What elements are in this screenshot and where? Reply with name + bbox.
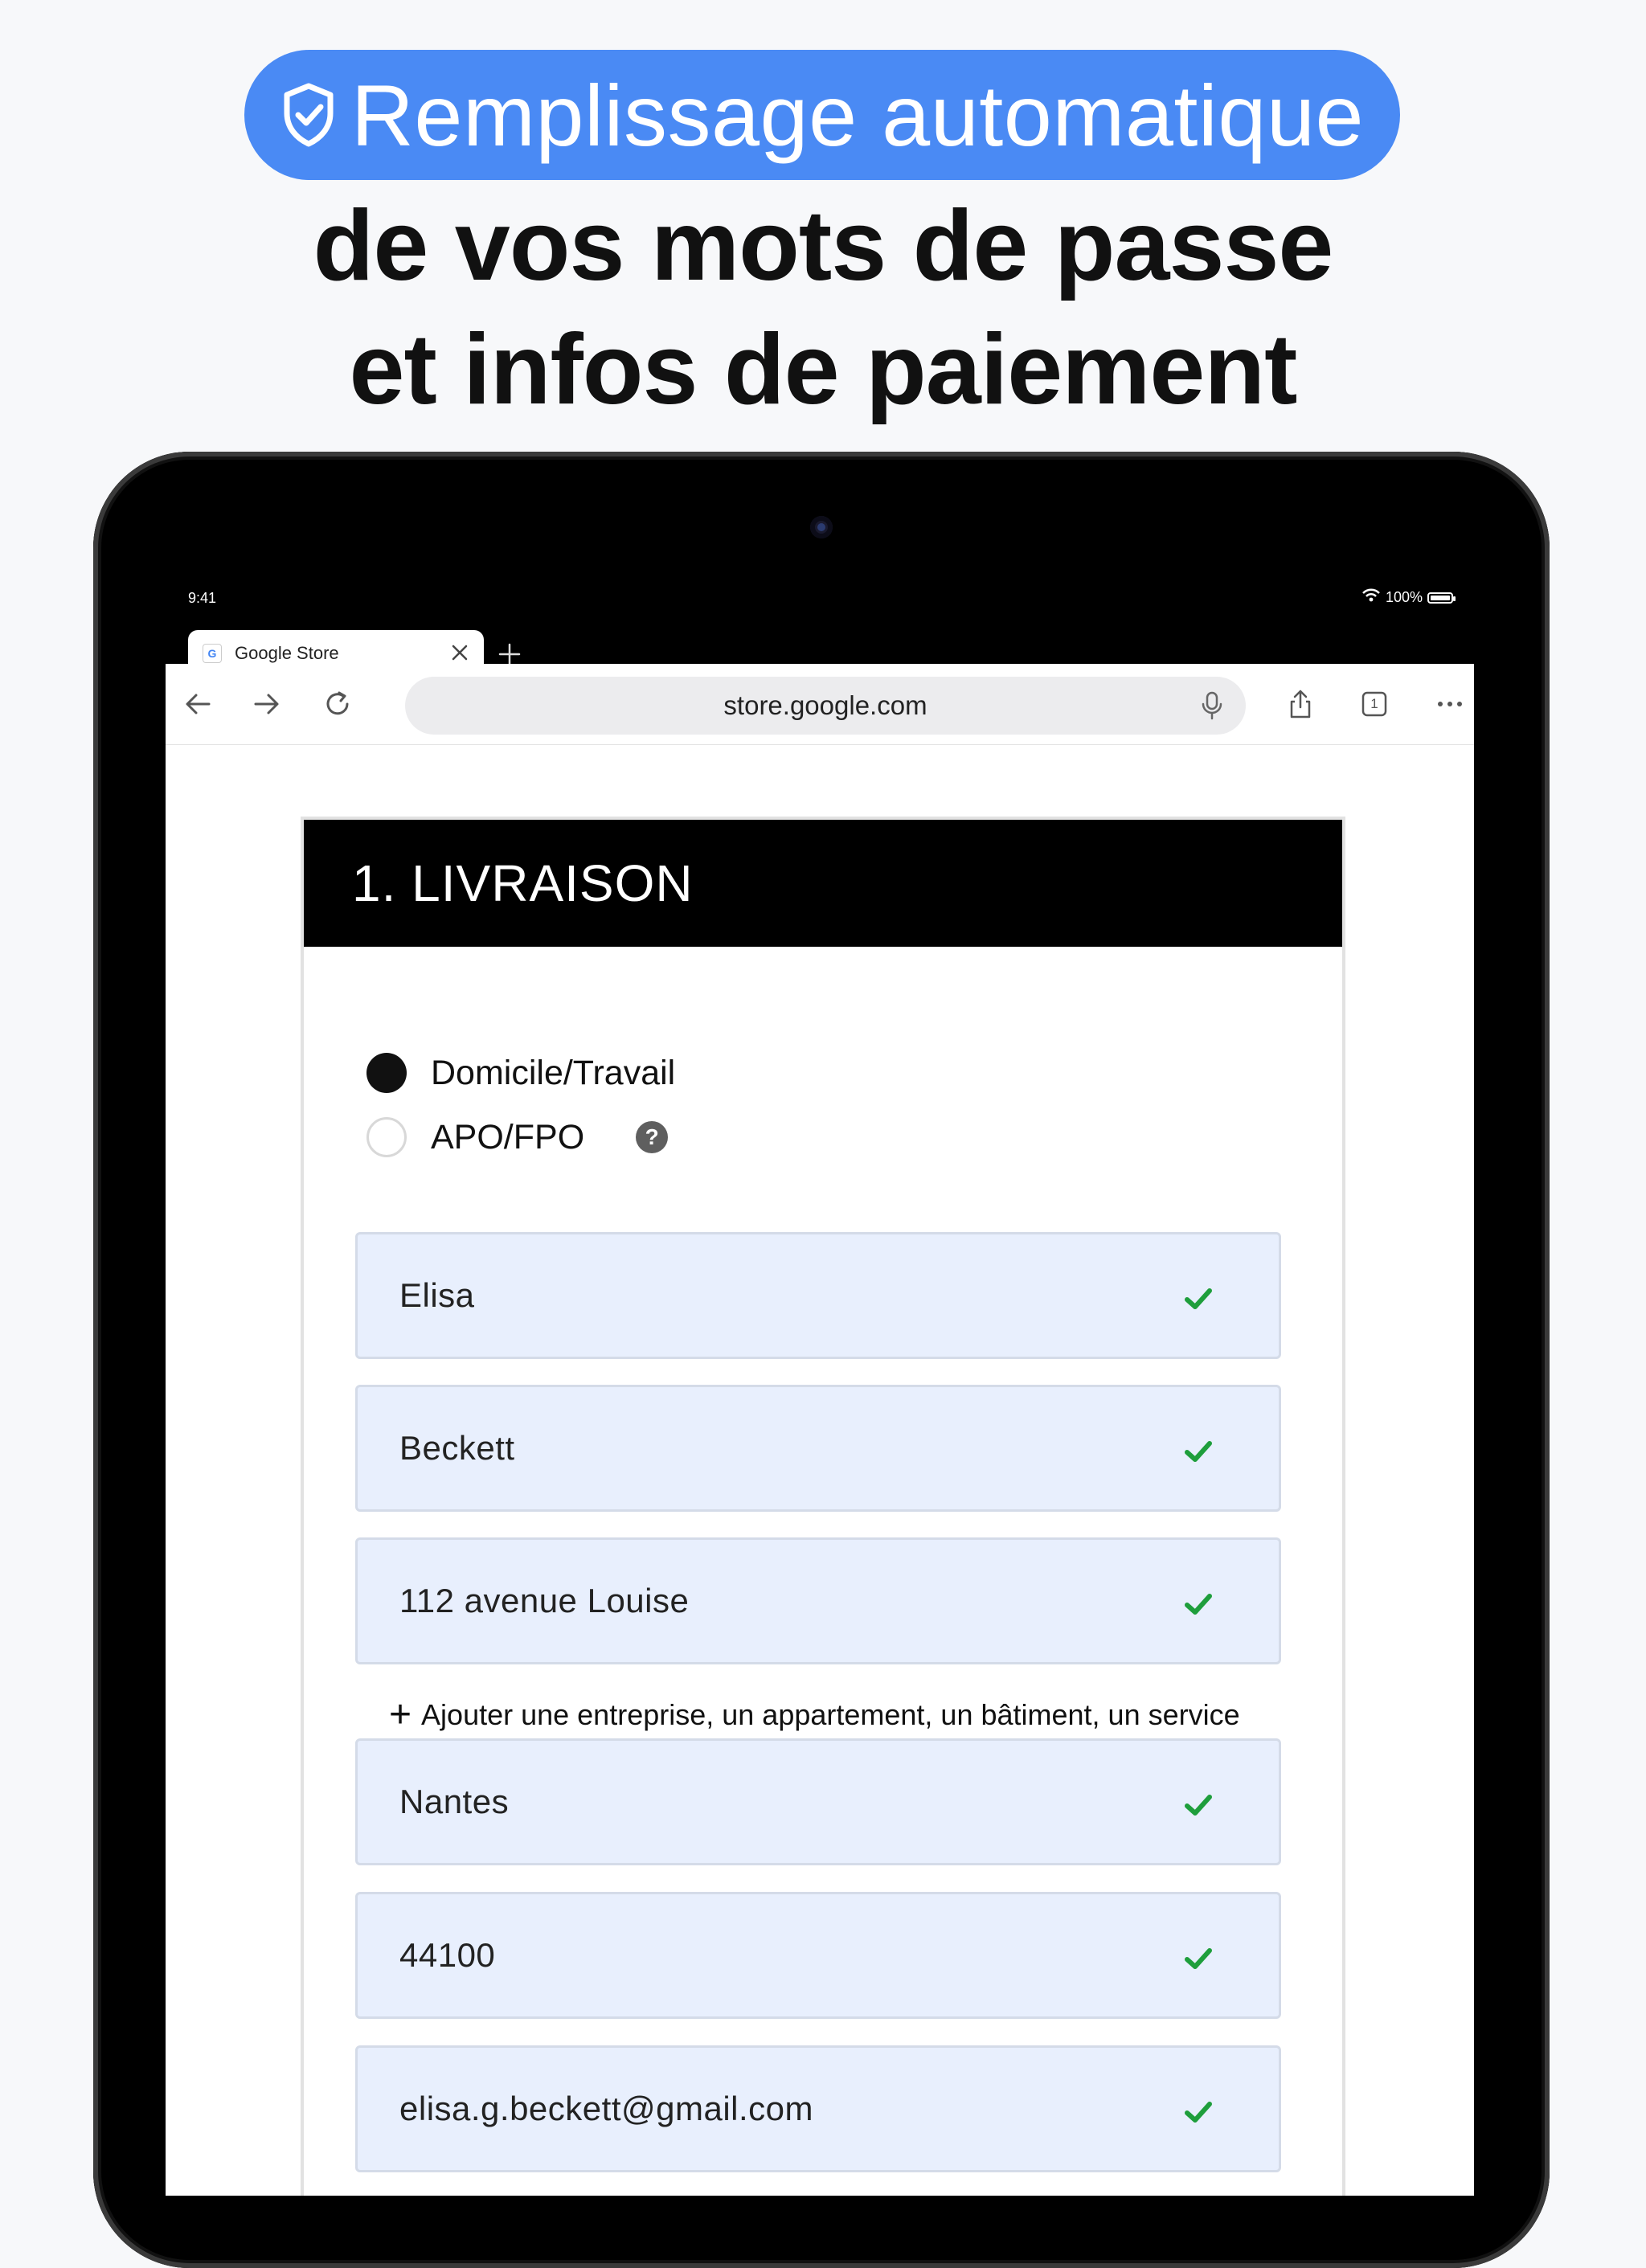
tab-title: Google Store xyxy=(235,643,339,663)
tab-count: 1 xyxy=(1370,696,1378,711)
last-name-field[interactable] xyxy=(355,1385,1281,1512)
radio-label: APO/FPO xyxy=(431,1117,585,1157)
field-value: Elisa xyxy=(399,1276,475,1314)
headline-line-1: de vos mots de passe xyxy=(313,190,1333,301)
battery-percent: 100% xyxy=(1385,589,1423,605)
status-bar xyxy=(166,577,1474,617)
status-time: 9:41 xyxy=(188,590,217,606)
first-name-field[interactable] xyxy=(355,1232,1281,1359)
close-tab-icon[interactable] xyxy=(448,641,471,664)
more-menu-icon[interactable] xyxy=(1432,686,1468,722)
postal-code-field[interactable] xyxy=(355,1892,1281,2019)
shipping-form xyxy=(301,817,1345,2196)
checkmark-icon xyxy=(1182,1588,1214,1620)
google-favicon-icon: G xyxy=(203,644,222,663)
add-address-line-link[interactable] xyxy=(389,1693,1240,1736)
reload-icon[interactable] xyxy=(320,686,355,722)
radio-selected[interactable] xyxy=(366,1053,407,1093)
radio-unselected[interactable] xyxy=(366,1117,407,1157)
add-address-line-label: Ajouter une entreprise, un appartement, un bâtiment, un service xyxy=(421,1698,1240,1731)
back-icon[interactable] xyxy=(180,686,215,722)
checkmark-icon xyxy=(1182,1943,1214,1975)
checkmark-icon xyxy=(1182,1283,1214,1315)
plus-icon: + xyxy=(389,1693,412,1736)
tab-strip xyxy=(166,617,1474,664)
url-bar[interactable] xyxy=(405,677,1246,735)
shield-check-icon xyxy=(280,81,337,149)
wifi-icon xyxy=(1361,588,1381,607)
promo-pill xyxy=(244,50,1400,180)
microphone-icon[interactable] xyxy=(1196,690,1228,722)
checkmark-icon xyxy=(1182,1789,1214,1821)
battery-icon xyxy=(1427,592,1453,604)
address-field[interactable] xyxy=(355,1537,1281,1664)
forward-icon[interactable] xyxy=(249,686,285,722)
camera xyxy=(810,516,833,538)
share-icon[interactable] xyxy=(1283,686,1318,722)
ipad-screen xyxy=(166,577,1474,2196)
radio-label: Domicile/Travail xyxy=(431,1053,676,1092)
field-value: Nantes xyxy=(399,1783,510,1820)
field-value: 44100 xyxy=(399,1936,496,1974)
city-field[interactable] xyxy=(355,1738,1281,1865)
url-text: store.google.com xyxy=(723,690,927,720)
form-section-title: 1. LIVRAISON xyxy=(304,820,1342,947)
headline-line-2: et infos de paiement xyxy=(349,314,1297,425)
browser-toolbar xyxy=(166,664,1474,745)
email-field[interactable] xyxy=(355,2045,1281,2172)
radio-apo-fpo[interactable] xyxy=(366,1117,668,1157)
radio-domicile-travail[interactable] xyxy=(366,1053,675,1093)
field-value: 112 avenue Louise xyxy=(399,1582,690,1619)
field-value: elisa.g.beckett@gmail.com xyxy=(399,2090,814,2127)
checkmark-icon xyxy=(1182,2096,1214,2128)
checkmark-icon xyxy=(1182,1435,1214,1468)
promo-pill-text: Remplissage automatique xyxy=(350,66,1365,164)
tab-switcher-button[interactable] xyxy=(1357,686,1392,722)
help-icon[interactable]: ? xyxy=(636,1121,668,1153)
field-value: Beckett xyxy=(399,1429,515,1467)
